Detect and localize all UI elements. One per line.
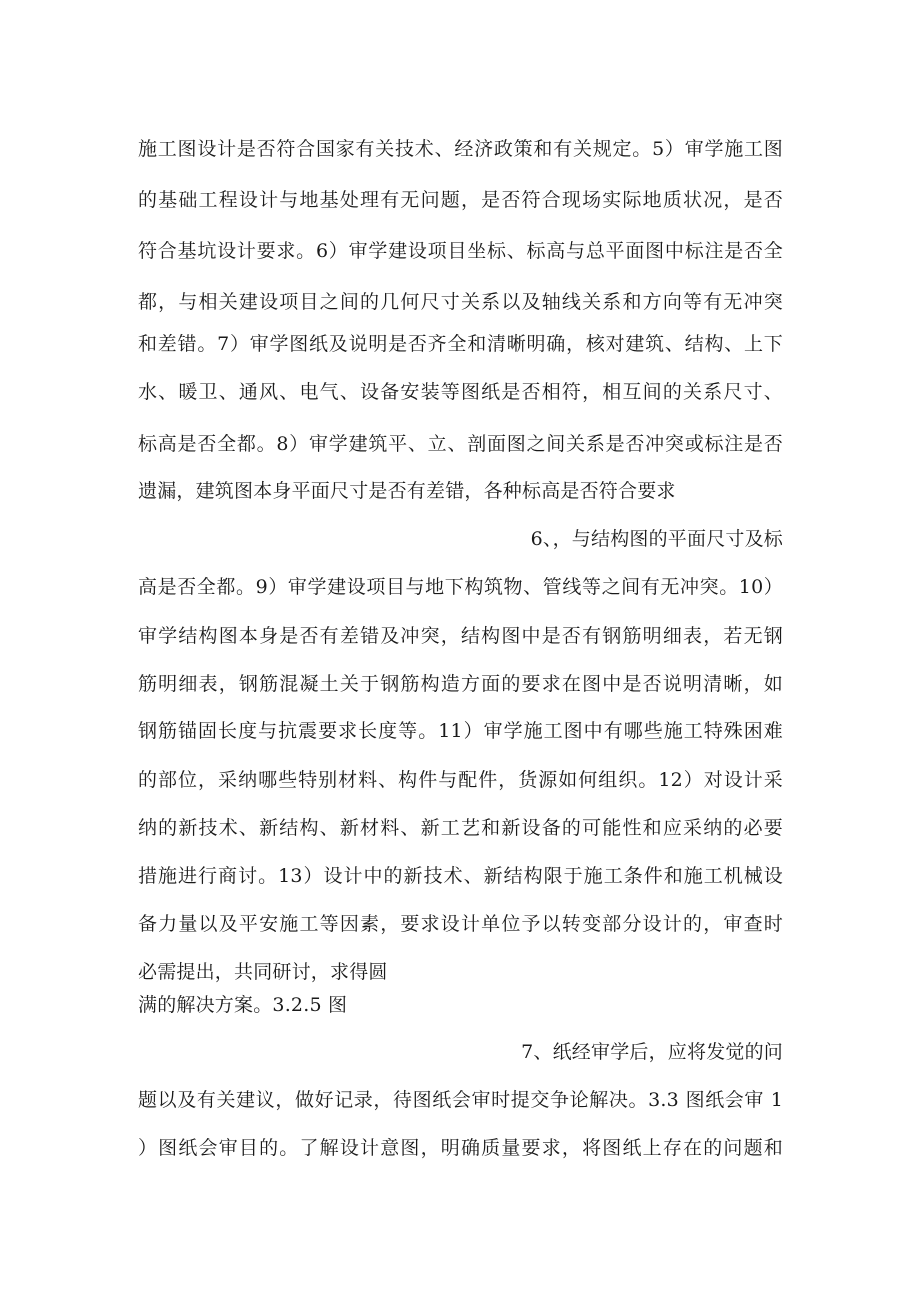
text-line: 标高是否全都。8）审学建筑平、立、剖面图之间关系是否冲突或标注是否 <box>138 433 783 455</box>
text-line: 备力量以及平安施工等因素，要求设计单位予以转变部分设计的，审查时 <box>138 913 783 935</box>
text-line: 水、暖卫、通风、电气、设备安装等图纸是否相符，相互间的关系尺寸、 <box>138 381 783 403</box>
text-line: 的基础工程设计与地基处理有无问题，是否符合现场实际地质状况，是否 <box>138 189 783 211</box>
text-line: 必需提出，共同研讨，求得圆 <box>138 961 388 983</box>
text-line: ）图纸会审目的。了解设计意图，明确质量要求，将图纸上存在的问题和 <box>138 1137 783 1159</box>
text-line: 符合基坑设计要求。6）审学建设项目坐标、标高与总平面图中标注是否全 <box>138 240 783 262</box>
text-line: 施工图设计是否符合国家有关技术、经济政策和有关规定。5）审学施工图 <box>138 138 783 160</box>
text-line: 纳的新技术、新结构、新材料、新工艺和新设备的可能性和应采纳的必要 <box>138 817 783 839</box>
text-line: 筋明细表，钢筋混凝土关于钢筋构造方面的要求在图中是否说明清晰，如 <box>138 673 783 695</box>
text-line: 的部位，采纳哪些特别材料、构件与配件，货源如何组织。12）对设计采 <box>138 769 783 791</box>
text-line: 7、纸经审学后，应将发觉的问 <box>521 1041 783 1063</box>
text-line: 和差错。7）审学图纸及说明是否齐全和清晰明确，核对建筑、结构、上下 <box>138 333 783 355</box>
text-line: 题以及有关建议，做好记录，待图纸会审时提交争论解决。3.3 图纸会审 1 <box>138 1089 783 1111</box>
text-line: 措施进行商讨。13）设计中的新技术、新结构限于施工条件和施工机械设 <box>138 865 783 887</box>
text-line: 审学结构图本身是否有差错及冲突，结构图中是否有钢筋明细表，若无钢 <box>138 625 783 647</box>
text-line: 6、，与结构图的平面尺寸及标 <box>530 528 783 550</box>
text-line: 遗漏，建筑图本身平面尺寸是否有差错，各种标高是否符合要求 <box>138 480 676 502</box>
text-line: 满的解决方案。3.2.5 图 <box>138 994 348 1016</box>
text-line: 钢筋锚固长度与抗震要求长度等。11）审学施工图中有哪些施工特殊困难 <box>138 720 783 742</box>
text-line: 高是否全都。9）审学建设项目与地下构筑物、管线等之间有无冲突。10） <box>138 576 783 598</box>
text-line: 都，与相关建设项目之间的几何尺寸关系以及轴线关系和方向等有无冲突 <box>138 291 783 313</box>
